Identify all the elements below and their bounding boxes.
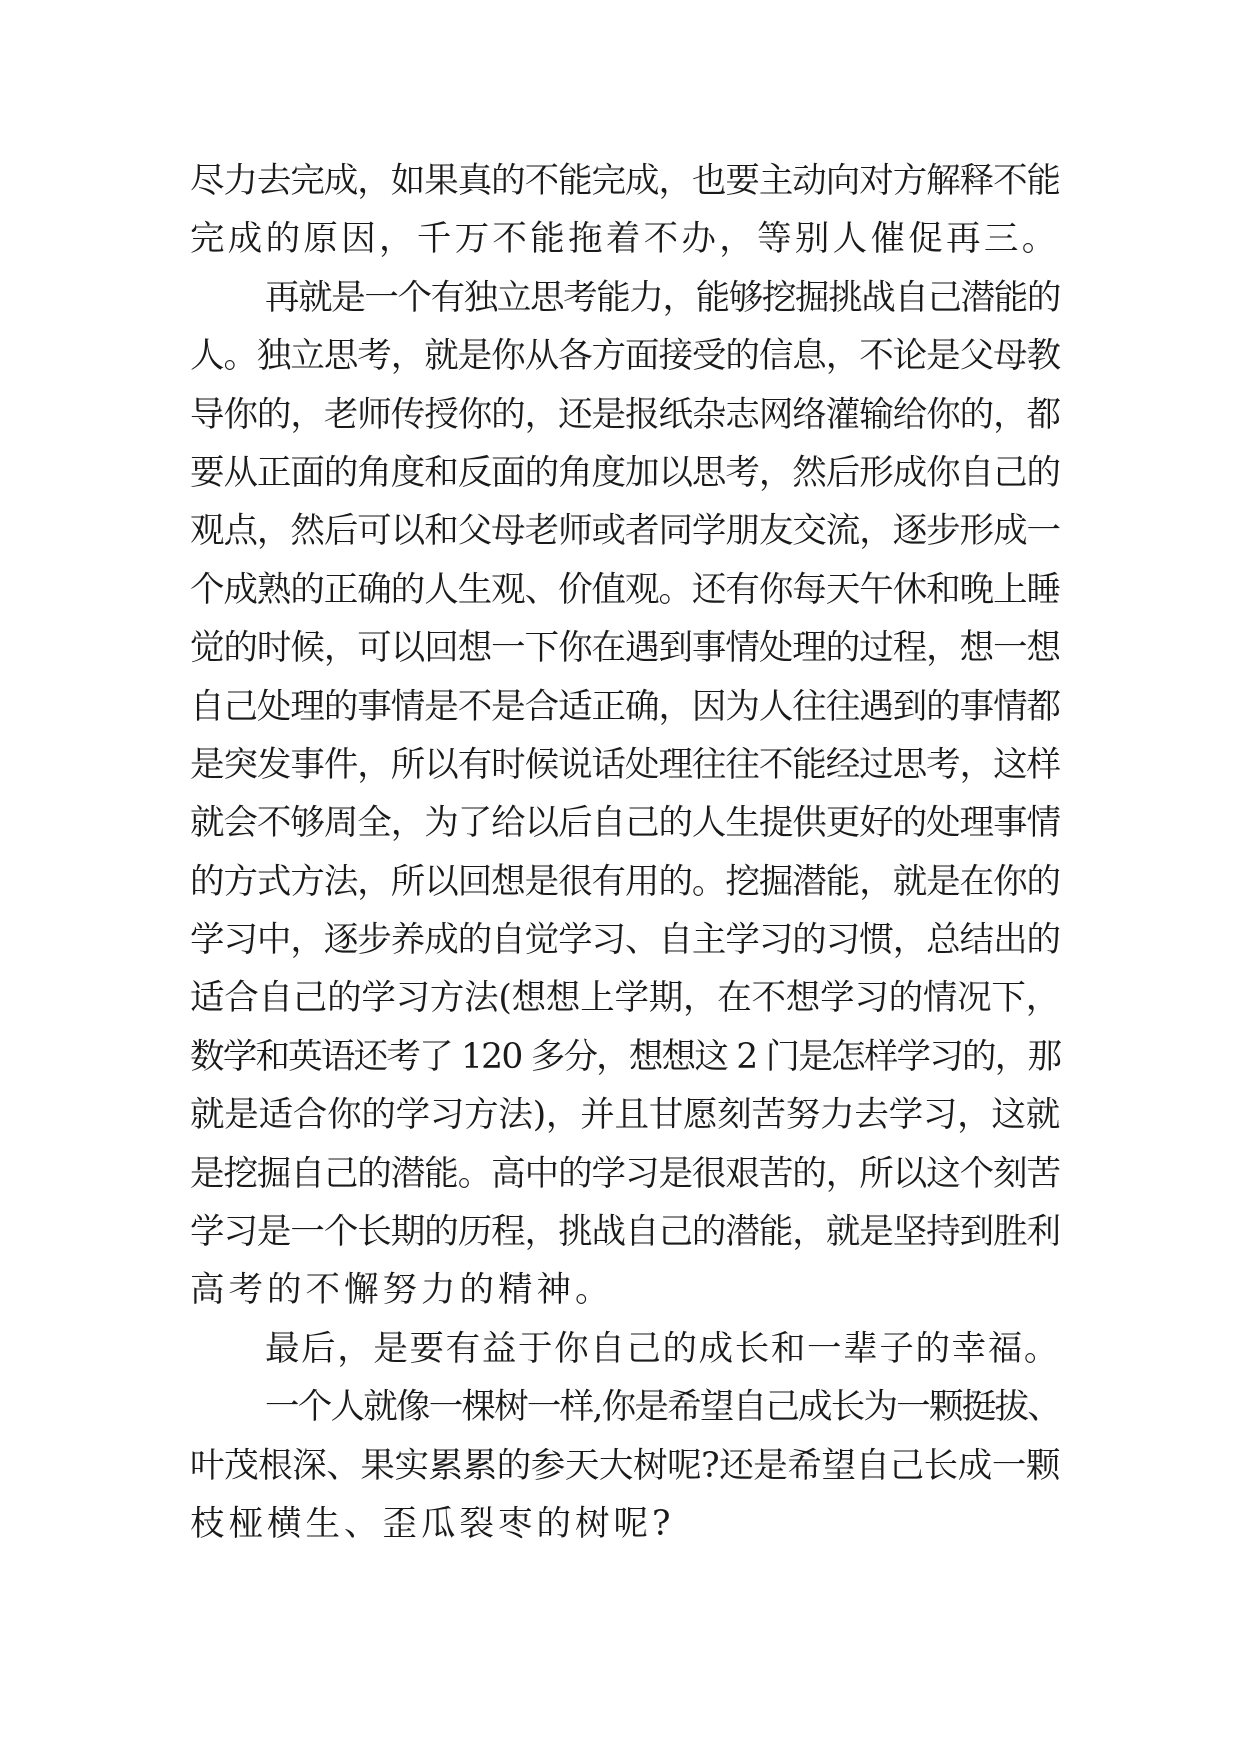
text-line: 导你的，老师传授你的，还是报纸杂志网络灌输给你的，都 xyxy=(190,394,1060,435)
text-line: 叶茂根深、果实累累的参天大树呢?还是希望自己长成一颗 xyxy=(190,1445,1060,1486)
text-line: 最后，是要有益于你自己的成长和一辈子的幸福。 xyxy=(265,1328,1060,1369)
text-line: 枝桠横生、歪瓜裂枣的树呢? xyxy=(190,1503,675,1544)
text-line: 再就是一个有独立思考能力，能够挖掘挑战自己潜能的 xyxy=(265,277,1060,318)
text-line: 高考的不懈努力的精神。 xyxy=(190,1270,614,1311)
text-line: 一个人就像一棵树一样,你是希望自己成长为一颗挺拔、 xyxy=(265,1387,1060,1428)
text-line: 个成熟的正确的人生观、价值观。还有你每天午休和晚上睡 xyxy=(190,569,1060,610)
body-text xyxy=(190,152,1065,1553)
text-line: 数学和英语还考了 120 多分，想想这 2 门是怎样学习的，那 xyxy=(190,1036,1061,1077)
text-line: 要从正面的角度和反面的角度加以思考，然后形成你自己的 xyxy=(190,452,1060,493)
text-line: 学习中，逐步养成的自觉学习、自主学习的习惯，总结出的 xyxy=(190,920,1060,961)
text-line: 觉的时候，可以回想一下你在遇到事情处理的过程，想一想 xyxy=(190,628,1060,669)
text-line: 学习是一个长期的历程，挑战自己的潜能，就是坚持到胜利 xyxy=(190,1212,1060,1253)
text-line: 适合自己的学习方法(想想上学期，在不想学习的情况下， xyxy=(190,978,1060,1019)
text-line: 自己处理的事情是不是合适正确，因为人往往遇到的事情都 xyxy=(190,686,1060,727)
text-line: 就是适合你的学习方法)，并且甘愿刻苦努力去学习，这就 xyxy=(190,1095,1060,1136)
text-line: 是挖掘自己的潜能。高中的学习是很艰苦的，所以这个刻苦 xyxy=(190,1153,1060,1194)
text-line: 人。独立思考，就是你从各方面接受的信息，不论是父母教 xyxy=(190,336,1060,377)
text-line: 观点，然后可以和父母老师或者同学朋友交流，逐步形成一 xyxy=(190,511,1060,552)
text-line: 完成的原因，千万不能拖着不办，等别人催促再三。 xyxy=(190,219,1060,260)
text-line: 的方式方法，所以回想是很有用的。挖掘潜能，就是在你的 xyxy=(190,861,1060,902)
text-line: 就会不够周全，为了给以后自己的人生提供更好的处理事情 xyxy=(190,803,1060,844)
text-line: 尽力去完成，如果真的不能完成，也要主动向对方解释不能 xyxy=(190,161,1060,201)
text-line: 是突发事件，所以有时候说话处理往往不能经过思考，这样 xyxy=(190,744,1060,785)
